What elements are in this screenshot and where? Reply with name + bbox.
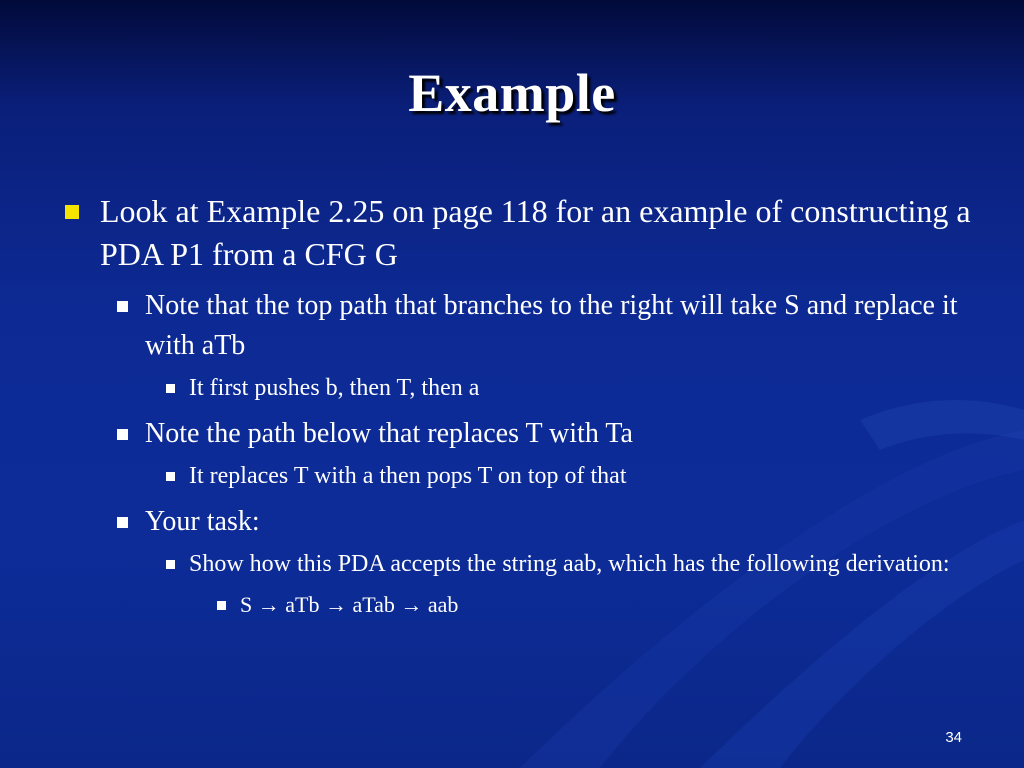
page-number: 34	[945, 729, 962, 746]
bullet-list	[60, 190, 990, 620]
bullet-level2-your-task	[60, 502, 990, 542]
bullet-text: Note the path below that replaces T with Ta	[145, 418, 633, 449]
slide-title: Example	[408, 63, 616, 123]
bullet-text: Show how this PDA accepts the string aab, which has the following derivation:	[189, 551, 950, 577]
bullet-level1-example	[60, 190, 990, 276]
square-bullet-icon	[217, 601, 226, 610]
square-bullet-icon	[117, 429, 128, 440]
square-bullet-icon	[166, 560, 175, 569]
bullet-level4-derivation	[60, 590, 990, 620]
bullet-level3-show-how	[60, 548, 990, 580]
bullet-text: It replaces T with a then pops T on top of that	[189, 463, 627, 489]
square-bullet-icon	[65, 205, 79, 219]
square-bullet-icon	[117, 517, 128, 528]
bullet-text: Note that the top path that branches to the right will take S and replace it with aTb	[145, 290, 958, 361]
bullet-text: Your task:	[145, 506, 260, 537]
bullet-level3-replaces	[60, 460, 990, 492]
bullet-text: Look at Example 2.25 on page 118 for an example of constructing a PDA P1 from a CFG G	[100, 193, 971, 272]
bullet-text: S → aTb → aTab → aab	[240, 592, 459, 617]
square-bullet-icon	[166, 472, 175, 481]
bullet-level2-top-path	[60, 286, 990, 366]
square-bullet-icon	[117, 301, 128, 312]
square-bullet-icon	[166, 384, 175, 393]
bullet-text: It first pushes b, then T, then a	[189, 375, 480, 401]
bullet-level2-path-below	[60, 414, 990, 454]
bullet-level3-pushes	[60, 372, 990, 404]
